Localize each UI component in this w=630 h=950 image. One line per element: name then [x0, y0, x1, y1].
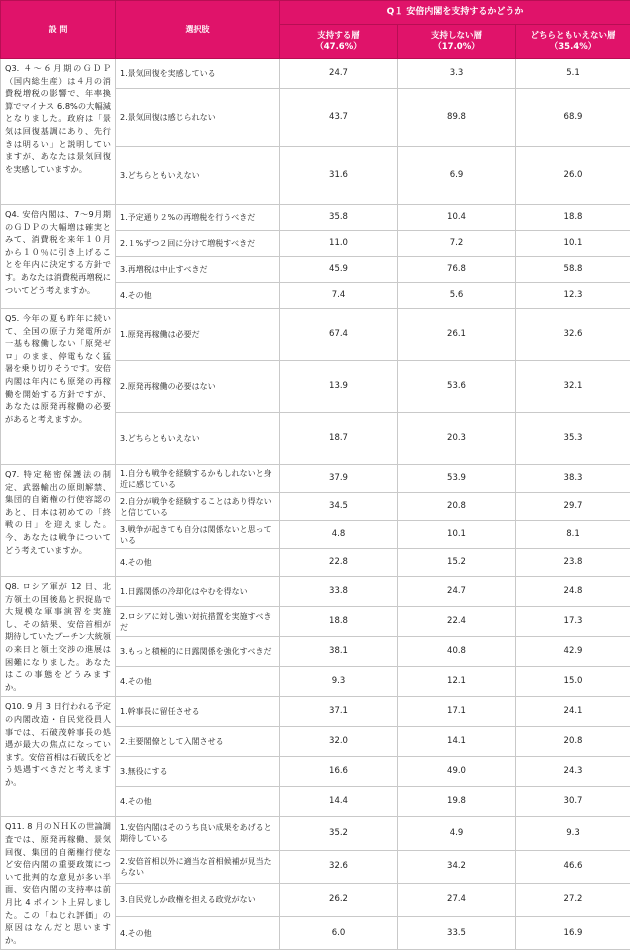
value-cell: 3.3 [398, 59, 516, 89]
value-cell: 4.8 [280, 521, 398, 549]
value-cell: 10.1 [516, 231, 630, 257]
value-cell: 9.3 [516, 817, 630, 850]
question-text: Q8. ロシア軍が 12 日、北方領土の国後島と択捉島で大規模な軍事演習を実施し、その結果、安倍首相が期待していたプーチン大統領の来日と領土交渉の進展は困難になりました。あなたはこの事態をどうみますか。 [1, 577, 116, 697]
value-cell: 18.8 [280, 607, 398, 637]
option-label: 2.主要閣僚として入閣させる [116, 727, 280, 757]
header-option: 選択肢 [116, 1, 280, 59]
value-cell: 35.2 [280, 817, 398, 850]
value-cell: 4.9 [398, 817, 516, 850]
value-cell: 32.6 [516, 309, 630, 361]
question-text: Q10. 9 月 3 日行われる予定の内閣改造・自民党役員人事では、石破茂幹事長の処遇が最大の焦点になっています。安倍首相は石破氏をどう処遇すべきだと考えますか。 [1, 697, 116, 817]
option-label: 1.日露関係の冷却化はやむを得ない [116, 577, 280, 607]
value-cell: 53.9 [398, 465, 516, 493]
value-cell: 5.1 [516, 59, 630, 89]
option-label: 4.その他 [116, 787, 280, 817]
value-cell: 26.1 [398, 309, 516, 361]
value-cell: 14.1 [398, 727, 516, 757]
value-cell: 42.9 [516, 637, 630, 667]
option-label: 2.原発再稼働の必要はない [116, 361, 280, 413]
question-text: Q7. 特定秘密保護法の制定、武器輸出の原則解禁、集団的自衛権の行使容認のあと、日本は初めての「終戦の日」を迎えました。今、あなたは戦争についてどう考えていますか。 [1, 465, 116, 577]
value-cell: 31.6 [280, 147, 398, 205]
value-cell: 22.4 [398, 607, 516, 637]
value-cell: 46.6 [516, 850, 630, 883]
value-cell: 15.0 [516, 667, 630, 697]
value-cell: 27.2 [516, 883, 630, 916]
group-percentage: （47.6%） [284, 42, 393, 53]
value-cell: 16.9 [516, 917, 630, 950]
question-text: Q4. 安倍内閣は、7～9月期のＧＤＰの大幅増は確実とみて、消費税を来年１０月から１０％に引き上げることを年内に決定する方針です。あなたは消費税再増税についてどう考えますか。 [1, 205, 116, 309]
value-cell: 68.9 [516, 89, 630, 147]
value-cell: 10.4 [398, 205, 516, 231]
option-label: 4.その他 [116, 917, 280, 950]
value-cell: 34.5 [280, 493, 398, 521]
value-cell: 32.6 [280, 850, 398, 883]
group-label: どちらともいえない層 [531, 31, 616, 41]
group-label: 支持しない層 [431, 31, 482, 41]
value-cell: 38.3 [516, 465, 630, 493]
value-cell: 20.3 [398, 413, 516, 465]
value-cell: 24.8 [516, 577, 630, 607]
table-header [1, 1, 630, 59]
value-cell: 32.1 [516, 361, 630, 413]
value-cell: 33.8 [280, 577, 398, 607]
value-cell: 18.7 [280, 413, 398, 465]
table-row [1, 465, 630, 493]
value-cell: 7.4 [280, 283, 398, 309]
value-cell: 58.8 [516, 257, 630, 283]
value-cell: 5.6 [398, 283, 516, 309]
table-row [1, 59, 630, 89]
value-cell: 18.8 [516, 205, 630, 231]
option-label: 1.安倍内閣はそのうち良い成果をあげると期待している [116, 817, 280, 850]
group-percentage: （35.4%） [520, 42, 626, 53]
value-cell: 17.3 [516, 607, 630, 637]
group-percentage: （17.0%） [402, 42, 511, 53]
option-label: 4.その他 [116, 667, 280, 697]
value-cell: 49.0 [398, 757, 516, 787]
value-cell: 37.9 [280, 465, 398, 493]
option-label: 2.自分が戦争を経験することはあり得ないと信じている [116, 493, 280, 521]
question-text: Q3. ４～６月期のＧＤＰ（国内総生産）は４月の消費税増税の影響で、年率換算でマイナス 6.8%の大幅減となりました。政府は「景気は回復基調にあり、先行きは明るい」と説明していますが、あなたは景気回復を実感していますか。 [1, 59, 116, 205]
option-label: 2.１%ずつ２回に分けて増税すべきだ [116, 231, 280, 257]
header-group-2 [398, 25, 516, 59]
value-cell: 34.2 [398, 850, 516, 883]
question-text: Q5. 今年の夏も昨年に続いて、全国の原子力発電所が一基も稼働しない「原発ゼロ」のまま、停電もなく猛暑を乗り切りそうです。安倍内閣は年内にも原発の再稼働を開始する方針ですが、あなたは原発再稼働の必要があると考えますか。 [1, 309, 116, 465]
value-cell: 40.8 [398, 637, 516, 667]
value-cell: 22.8 [280, 549, 398, 577]
option-label: 2.安倍首相以外に適当な首相候補が見当たらない [116, 850, 280, 883]
value-cell: 17.1 [398, 697, 516, 727]
value-cell: 24.3 [516, 757, 630, 787]
value-cell: 20.8 [398, 493, 516, 521]
value-cell: 6.0 [280, 917, 398, 950]
header-group-title: Q１ 安倍内閣を支持するかどうか [280, 1, 630, 25]
value-cell: 6.9 [398, 147, 516, 205]
value-cell: 23.8 [516, 549, 630, 577]
value-cell: 24.7 [398, 577, 516, 607]
table-row [1, 205, 630, 231]
value-cell: 38.1 [280, 637, 398, 667]
value-cell: 67.4 [280, 309, 398, 361]
value-cell: 7.2 [398, 231, 516, 257]
value-cell: 37.1 [280, 697, 398, 727]
value-cell: 10.1 [398, 521, 516, 549]
table-row [1, 309, 630, 361]
question-text: Q11. 8 月のＮＨＫの世論調査では、原発再稼働、景気回復、集団的自衛権行使など安倍内閣の重要政策について批判的な意見が多い半面、安倍内閣の支持率は前月比 4 ポイント上昇しました。この「ねじれ評価」の原因はなんだと思いますか。 [1, 817, 116, 950]
group-label: 支持する層 [317, 31, 360, 41]
value-cell: 13.9 [280, 361, 398, 413]
table-row [1, 817, 630, 850]
option-label: 1.幹事長に留任させる [116, 697, 280, 727]
value-cell: 33.5 [398, 917, 516, 950]
value-cell: 11.0 [280, 231, 398, 257]
option-label: 1.自分も戦争を経験するかもしれないと身近に感じている [116, 465, 280, 493]
value-cell: 8.1 [516, 521, 630, 549]
value-cell: 43.7 [280, 89, 398, 147]
value-cell: 32.0 [280, 727, 398, 757]
header-question: 設 問 [1, 1, 116, 59]
value-cell: 35.8 [280, 205, 398, 231]
option-label: 3.もっと積極的に日露関係を強化すべきだ [116, 637, 280, 667]
value-cell: 16.6 [280, 757, 398, 787]
value-cell: 20.8 [516, 727, 630, 757]
value-cell: 45.9 [280, 257, 398, 283]
option-label: 3.無役にする [116, 757, 280, 787]
option-label: 4.その他 [116, 549, 280, 577]
value-cell: 35.3 [516, 413, 630, 465]
value-cell: 27.4 [398, 883, 516, 916]
option-label: 3.どちらともいえない [116, 413, 280, 465]
header-group-1 [280, 25, 398, 59]
value-cell: 24.1 [516, 697, 630, 727]
value-cell: 89.8 [398, 89, 516, 147]
value-cell: 76.8 [398, 257, 516, 283]
option-label: 4.その他 [116, 283, 280, 309]
option-label: 3.どちらともいえない [116, 147, 280, 205]
value-cell: 30.7 [516, 787, 630, 817]
option-label: 2.ロシアに対し強い対抗措置を実施すべきだ [116, 607, 280, 637]
value-cell: 14.4 [280, 787, 398, 817]
value-cell: 19.8 [398, 787, 516, 817]
value-cell: 29.7 [516, 493, 630, 521]
option-label: 3.自民党しか政権を担える政党がない [116, 883, 280, 916]
option-label: 3.戦争が起きても自分は関係ないと思っている [116, 521, 280, 549]
option-label: 1.予定通り２%の再増税を行うべきだ [116, 205, 280, 231]
table-row [1, 577, 630, 607]
value-cell: 9.3 [280, 667, 398, 697]
value-cell: 12.3 [516, 283, 630, 309]
option-label: 1.原発再稼働は必要だ [116, 309, 280, 361]
option-label: 2.景気回復は感じられない [116, 89, 280, 147]
table-row [1, 697, 630, 727]
value-cell: 12.1 [398, 667, 516, 697]
value-cell: 15.2 [398, 549, 516, 577]
option-label: 1.景気回復を実感している [116, 59, 280, 89]
value-cell: 53.6 [398, 361, 516, 413]
header-group-3 [516, 25, 630, 59]
table-body [1, 59, 630, 950]
option-label: 3.再増税は中止すべきだ [116, 257, 280, 283]
value-cell: 24.7 [280, 59, 398, 89]
value-cell: 26.2 [280, 883, 398, 916]
value-cell: 26.0 [516, 147, 630, 205]
